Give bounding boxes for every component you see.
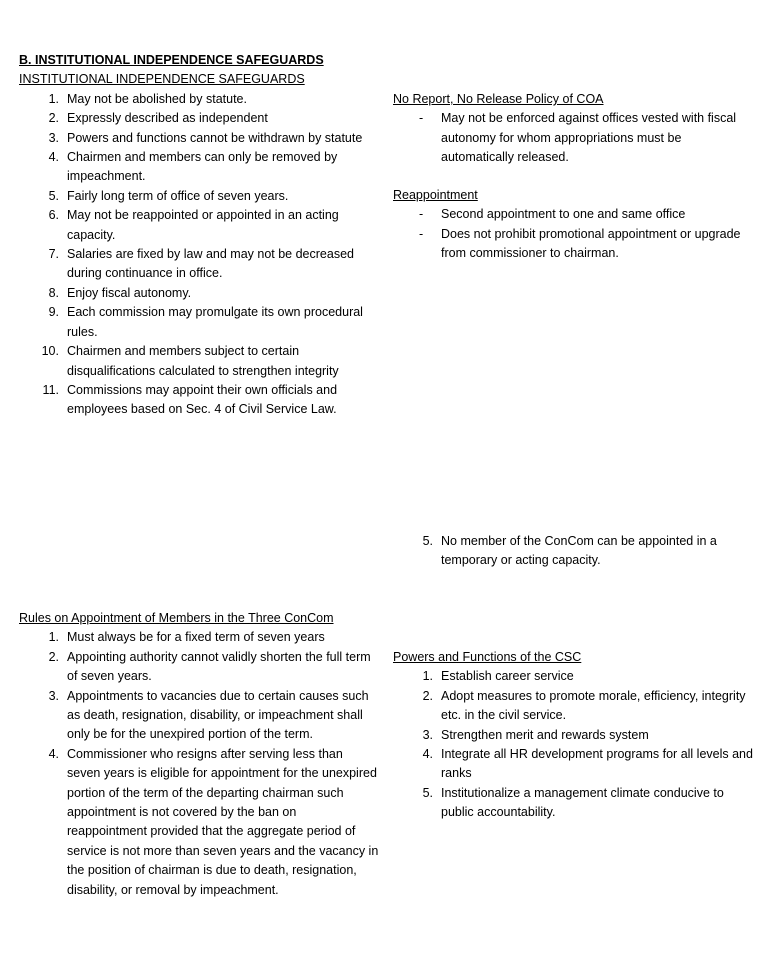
item-text: Powers and functions cannot be withdrawn by statute [67,130,363,145]
list-item [19,303,379,342]
list-item [393,784,755,823]
item-number: 2. [422,688,433,703]
item-text: Fairly long term of office of seven years. [67,188,289,203]
list-item [19,284,379,303]
reappointment-section [393,186,755,264]
rule5-section [393,532,755,571]
item-text: Expressly described as independent [67,111,268,126]
rules-section [19,609,379,900]
item-text: Commissioner who resigns after serving less than seven years is eligible for appointment for the unexpired portion of the term of the departing chairman such appointment is not covered by the ban on reappointment provided that the aggregate period of service is not more than seven years and the vacancy in the position of chairman is due to death, resignation, disability, or removal by impeachment. [67,746,379,897]
item-text: Enjoy fiscal autonomy. [67,285,192,300]
list-item [19,648,379,687]
item-text: Does not prohibit promotional appointment or upgrade from commissioner to chairman. [441,226,741,261]
item-text: No member of the ConCom can be appointed in a temporary or acting capacity. [441,534,717,568]
list-item [393,225,755,264]
coa-title: No Report, No Release Policy of COA [393,92,604,106]
section-title: B. INSTITUTIONAL INDEPENDENCE SAFEGUARDS [19,53,324,67]
item-text: Strengthen merit and rewards system [441,727,649,742]
bullet-dash: - [419,226,424,241]
item-number: 4. [48,150,59,165]
item-number: 4. [48,746,59,761]
item-text: Appointments to vacancies due to certain causes such as death, resignation, disability, or impeachment shall only be for the unexpired portion of the term. [67,688,369,742]
item-number: 2. [48,111,59,126]
item-number: 3. [422,727,433,742]
list-item [393,532,755,571]
safeguards-list [19,90,379,420]
item-text: Establish career service [441,669,574,684]
item-number: 11. [42,382,59,397]
item-number: 3. [48,688,59,703]
list-item [19,148,379,187]
item-number: 5. [422,534,433,548]
list-item [393,667,755,686]
coa-section [393,90,755,168]
item-text: May not be abolished by statute. [67,91,247,106]
reappointment-title: Reappointment [393,188,478,202]
item-number: 7. [48,247,59,262]
list-item [19,206,379,245]
item-number: 2. [48,649,59,664]
list-item [19,90,379,109]
list-item [19,109,379,128]
list-item [393,745,755,784]
item-text: Chairmen and members can only be removed by impeachment. [67,150,338,184]
item-text: Each commission may promulgate its own procedural rules. [67,305,363,339]
list-item [393,109,755,167]
csc-list [393,667,755,822]
item-text: Adopt measures to promote morale, efficiency, integrity etc. in the civil service. [441,688,746,723]
item-number: 5. [422,785,433,800]
safeguards-subtitle: INSTITUTIONAL INDEPENDENCE SAFEGUARDS [19,72,305,87]
item-text: May not be reappointed or appointed in an acting capacity. [67,208,339,242]
list-item [19,129,379,148]
item-number: 6. [48,208,59,223]
item-text: Integrate all HR development programs for all levels and ranks [441,747,753,781]
item-number: 1. [48,630,59,645]
bullet-dash: - [419,207,424,222]
rules-list [19,628,379,900]
list-item [19,745,379,900]
item-text: Appointing authority cannot validly shorten the full term of seven years. [67,649,371,684]
item-text: Chairmen and members subject to certain disqualifications calculated to strengthen integrity [67,344,339,378]
csc-title: Powers and Functions of the CSC [393,650,582,664]
list-item [19,342,379,381]
item-number: 8. [48,285,59,300]
item-text: Must always be for a fixed term of seven years [67,630,325,645]
item-number: 3. [48,130,59,145]
list-item [19,381,379,420]
item-number: 5. [48,188,59,203]
item-number: 1. [422,669,433,684]
bullet-dash: - [419,111,424,126]
list-item [19,628,379,647]
item-text: May not be enforced against offices vested with fiscal autonomy for whom appropriations must be automatically released. [441,111,737,165]
safeguards-section [19,51,379,420]
list-item [393,687,755,726]
item-text: Second appointment to one and same office [441,207,686,222]
item-number: 10. [41,344,59,359]
list-item [393,726,755,745]
item-text: Institutionalize a management climate conducive to public accountability. [441,785,724,820]
reappointment-list [393,205,755,263]
list-item [19,187,379,206]
list-item [393,205,755,224]
csc-section [393,648,755,823]
item-number: 9. [48,305,59,320]
list-item [19,245,379,284]
item-text: Salaries are fixed by law and may not be decreased during continuance in office. [67,247,354,281]
item-number: 1. [48,91,59,106]
coa-list [393,109,755,167]
list-item [19,687,379,745]
item-text: Commissions may appoint their own officials and employees based on Sec. 4 of Civil Service Law. [67,382,338,417]
item-number: 4. [422,747,433,762]
rules-title: Rules on Appointment of Members in the Three ConCom [19,611,334,625]
